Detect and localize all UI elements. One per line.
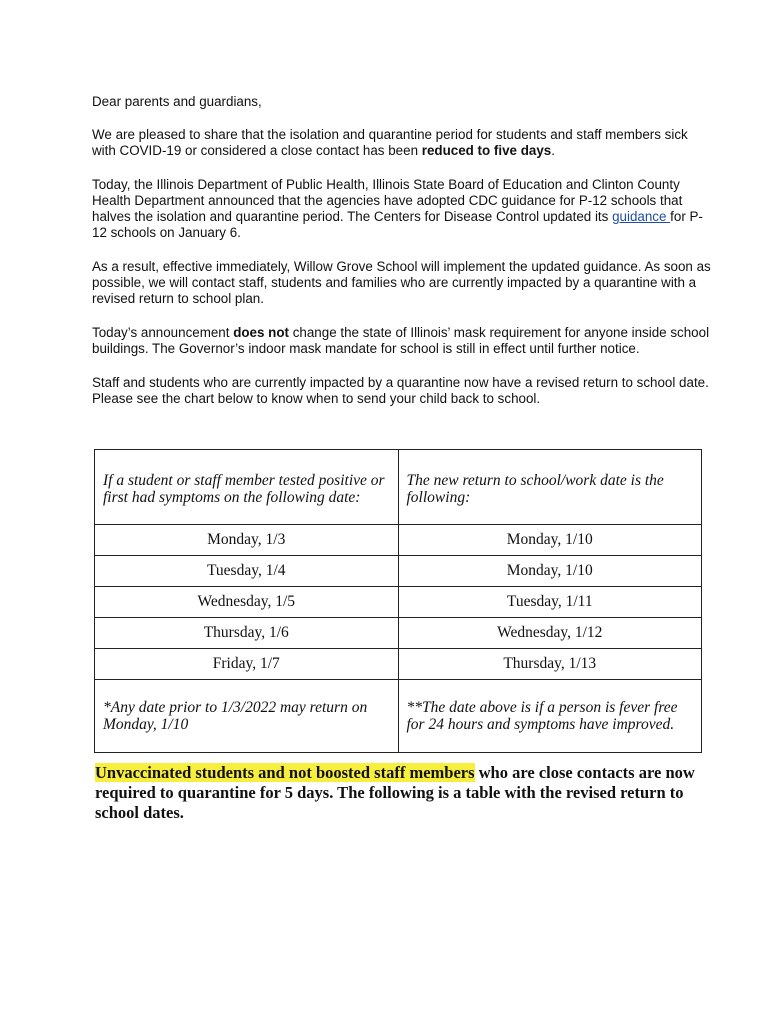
start-date-cell: Wednesday, 1/5 <box>95 587 399 618</box>
paragraph-text: We are pleased to share that the isolation and quarantine period for students and staff members sick with COVID-19 or considered a close contact has been <box>92 127 688 158</box>
start-date-cell: Thursday, 1/6 <box>95 618 399 649</box>
emphasis-does-not: does not <box>233 325 289 340</box>
note-prior-dates: *Any date prior to 1/3/2022 may return on Monday, 1/10 <box>95 680 399 753</box>
table-note-row <box>95 680 702 753</box>
guidance-link[interactable]: guidance <box>612 209 671 224</box>
emphasis-reduced: reduced to five days <box>421 143 552 158</box>
start-date-cell: Tuesday, 1/4 <box>95 556 399 587</box>
table-row <box>95 649 702 680</box>
paragraph-text: Today’s announcement <box>92 325 234 340</box>
paragraph-mask-requirement <box>92 325 712 357</box>
closing-statement <box>95 763 715 823</box>
note-fever-free: **The date above is if a person is fever free for 24 hours and symptoms have improved. <box>398 680 702 753</box>
table-row <box>95 587 702 618</box>
return-date-cell: Thursday, 1/13 <box>398 649 702 680</box>
start-date-cell: Friday, 1/7 <box>95 649 399 680</box>
paragraph-text: Today, the Illinois Department of Public Health, Illinois State Board of Education and Clinton County Health Department announced that the agencies have adopted CDC guidance for P-12 schools that halves the isolation and quarantine period. The Centers for Disease Control updated its <box>92 177 683 224</box>
paragraph-text: for P-12 schools on January 6. <box>92 209 703 240</box>
paragraph-return-date: Staff and students who are currently impacted by a quarantine now have a revised return to school date. Please see the chart below to know when to send your child back to school. <box>92 375 709 406</box>
return-date-cell: Monday, 1/10 <box>398 556 702 587</box>
letter-body <box>92 94 712 425</box>
paragraph-reduced-period <box>92 127 712 159</box>
highlighted-text: Unvaccinated students and not boosted staff members <box>95 763 475 782</box>
table-row <box>95 556 702 587</box>
greeting: Dear parents and guardians, <box>92 94 262 109</box>
paragraph-implementation: As a result, effective immediately, Willow Grove School will implement the updated guidance. As soon as possible, we will contact staff, students and families who are currently impacted by a quarantine with a revised return to school plan. <box>92 259 711 306</box>
header-cell-return-date: The new return to school/work date is the following: <box>398 450 702 525</box>
return-dates-table <box>94 449 702 753</box>
return-date-cell: Wednesday, 1/12 <box>398 618 702 649</box>
header-cell-start-date: If a student or staff member tested positive or first had symptoms on the following date: <box>95 450 399 525</box>
return-date-cell: Monday, 1/10 <box>398 525 702 556</box>
table-header-row <box>95 450 702 525</box>
closing-text: who are close contacts are now required to quarantine for 5 days. The following is a table with the revised return to school dates. <box>95 763 695 822</box>
start-date-cell: Monday, 1/3 <box>95 525 399 556</box>
paragraph-agencies <box>92 177 712 241</box>
table-row <box>95 525 702 556</box>
return-date-cell: Tuesday, 1/11 <box>398 587 702 618</box>
table-row <box>95 618 702 649</box>
paragraph-text: change the state of Illinois’ mask requirement for anyone inside school buildings. The Governor’s indoor mask mandate for school is still in effect until further notice. <box>92 325 710 356</box>
paragraph-text: . <box>551 143 555 158</box>
